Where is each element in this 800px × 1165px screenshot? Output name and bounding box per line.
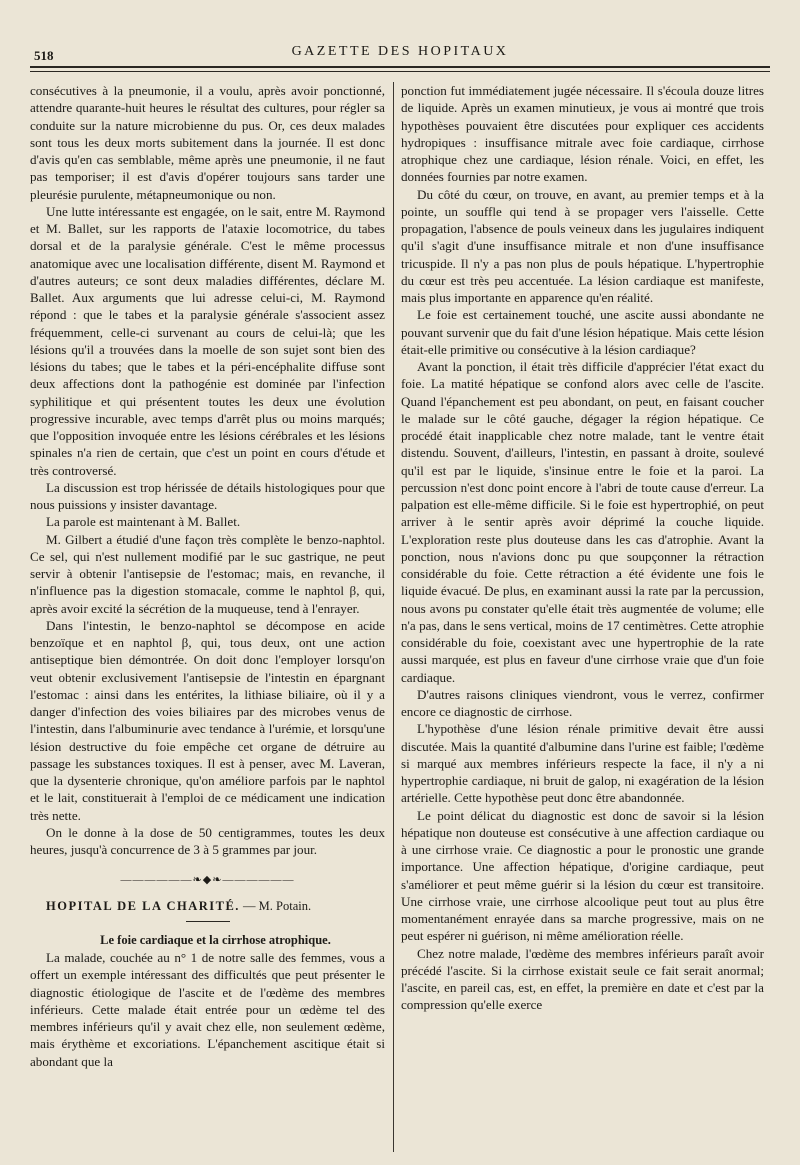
- paragraph: On le donne à la dose de 50 centigrammes, toutes les deux heures, jusqu'à concurrence de 3 à 5 grammes par jour.: [30, 824, 385, 857]
- left-column: [30, 82, 385, 1070]
- journal-title: GAZETTE DES HOPITAUX: [291, 44, 509, 59]
- paragraph: L'hypothèse d'une lésion rénale primitive devait être aussi discutée. Mais la quantité d'albumine dans l'urine est faible; l'œdème si marqué aux membres inférieurs respecte la face, il n'y a ni hypertrophie cardiaque, ni bruit de galop, ni exagération de la lésion artérielle. Cette hypothèse peut donc être abandonnée.: [401, 721, 764, 806]
- hospital-heading: [30, 898, 385, 915]
- section-title: Le foie cardiaque et la cirrhose atrophique.: [100, 932, 331, 947]
- section-ornament: ——————❧◆❧——————: [120, 874, 295, 887]
- hospital-name: HOPITAL DE LA CHARITÉ.: [46, 898, 240, 913]
- page-number: 518: [34, 48, 54, 63]
- page-header: [30, 40, 770, 62]
- paragraph: La discussion est trop hérissée de détails histologiques pour que nous puissions y insister davantage.: [30, 479, 385, 512]
- paragraph: Avant la ponction, il était très difficile d'apprécier l'état exact du foie. La matité hépatique se confond alors avec celle de l'ascite. Quand l'épanchement est peu abondant, on peut, en faisant coucher le malade sur le côté gauche, dégager la région hépatique. Ce procédé était inapplicable chez notre malade, tant le ventre était distendu. Souvent, d'ailleurs, l'intestin, en passant à droite, soulevé qu'il est par le liquide, s'insinue entre le foie et la paroi. La percussion n'est donc point encore à l'abri de toute cause d'erreur. La palpation est elle-même difficile. Si le foie est hypertrophié, on peut arriver à le sentir après avoir déprimé la couche liquide. L'exploration reste plus douteuse dans les cas d'atrophie. Avant la ponction, nous n'avions donc pu que soupçonner la rétraction considérable du foie. Cette rétraction a été évidente une fois le liquide évacué. De plus, en examinant aussi la rate par la percussion, nous avons pu constater qu'elle était très augmentée de volume; elle n'a pas, dans le sens vertical, moins de 17 centimètres. Cette atrophie considérable du foie, coexistant avec une hypertrophie de la rate aussi marquée, est plus en faveur d'une cirrhose vraie que d'un foie cardiaque.: [401, 359, 764, 685]
- paragraph: La malade, couchée au n° 1 de notre salle des femmes, vous a offert un exemple intéressant des difficultés que peut présenter le diagnostic étiologique de l'ascite et de l'œdème des membres inférieurs. Cette malade était entrée pour un œdème tel des membres inférieurs qu'il y avait chez elle, non seulement œdème, mais érythème et excoriations. L'épanchement ascitique était si abondant que la: [30, 950, 385, 1069]
- column-divider: [393, 82, 394, 1152]
- paragraph: Une lutte intéressante est engagée, on le sait, entre M. Raymond et M. Ballet, sur les rapports de l'ataxie locomotrice, du tabes dorsal et de la paralysie générale. C'est le même processus anatomique avec une localisation différente, disent M. Raymond et d'autres auteurs; ce sont deux maladies différentes, déclare M. Ballet. Aux arguments que lui adresse celui-ci, M. Raymond répond : que le tabes et la paralysie générale s'associent assez fréquemment, celle-ci survenant au cours de celui-là; que les lésions qu'il a trouvées dans la moelle de son sujet sont bien des lésions du tabes; que le tabes et la péri-encéphalite diffuse sont deux affections dont la pathogénie est dominée par l'infection syphilitique et qui présentent toutes les deux une évolution progressive incurable, avec temps d'arrêt plus ou moins marqués; que l'opposition invoquée entre les lésions cérébrales et les lésions spinales n'a rien de certain, que c'est un point en cours d'étude et très controversé.: [30, 203, 385, 478]
- paragraph: Du côté du cœur, on trouve, en avant, au premier temps et à la pointe, un souffle qui tend à se propager vers l'aisselle. Cette propagation, l'absence de pouls veineux dans les jugulaires indiquent qu'il s'agit d'une insuffisance mitrale et non d'une insuffisance tricuspide. Il n'y a pas non plus de pouls hépatique. L'hypertrophie du cœur est très peu accentuée. La lésion cardiaque est manifeste, mais plus importante en apparence qu'en réalité.: [401, 186, 764, 305]
- heading-separator: [186, 921, 230, 922]
- right-column: [401, 82, 764, 1014]
- paragraph: ponction fut immédiatement jugée nécessaire. Il s'écoula douze litres de liquide. Après un examen minutieux, je vous ai montré que trois hypothèses pouvaient être discutées pour expliquer ces accidents hydropiques : insuffisance mitrale avec foie cardiaque, cirrhose atrophique chez une cardiaque, lésion rénale. Voici, en effet, les données fournies par notre examen.: [401, 83, 764, 185]
- paragraph: Chez notre malade, l'œdème des membres inférieurs paraît avoir précédé l'ascite. Si la cirrhose existait seule ce fait serait anormal; l'ascite, en pareil cas, est, en effet, la première en date et c'est par la compression qu'elle exerce: [401, 945, 764, 1013]
- paragraph: M. Gilbert a étudié d'une façon très complète le benzo-naphtol. Ce sel, qui n'est nullement modifié par le suc gastrique, ne peut servir à obtenir l'antisepsie de l'estomac; mais, en revanche, il n'influence pas la digestion stomacale, comme le naphtol β, qui, après avoir excité la sécrétion de la muqueuse, tend à l'enrayer.: [30, 531, 385, 616]
- paragraph: Le point délicat du diagnostic est donc de savoir si la lésion hépatique non douteuse est consécutive à une affection cardiaque ou à une cirrhose vraie. Ce diagnostic a pour le pronostic une grande importance. Une affection hépatique, d'origine cardiaque, peut s'améliorer et peut même guérir si la lésion du cœur est transitoire. Une cirrhose vraie, une cirrhose alcoolique peut tout au plus être momentanément enrayée dans sa marche progressive, mais on ne peut espérer ni guérison, ni même amélioration réelle.: [401, 807, 764, 944]
- paragraph: Le foie est certainement touché, une ascite aussi abondante ne pouvant survenir que du fait d'une lésion hépatique. Mais cette lésion était-elle primitive ou consécutive à la lésion cardiaque?: [401, 307, 764, 357]
- paragraph: D'autres raisons cliniques viendront, vous le verrez, confirmer encore ce diagnostic de cirrhose.: [401, 686, 764, 719]
- header-rule-thick: [30, 66, 770, 68]
- paragraph: consécutives à la pneumonie, il a voulu, après avoir ponctionné, attendre quarante-huit heures le résultat des cultures, pour régler sa conduite sur la nature microbienne du pus. Or, ces deux malades sont tous les deux morts subitement dans la journée. Il est donc d'avis qu'en cas semblable, même après une pneumonie, il ne faut pas temporiser; il est d'avis d'opérer toujours sans tarder une pleurésie purulente, métapneumonique ou non.: [30, 83, 385, 202]
- paragraph: La parole est maintenant à M. Ballet.: [46, 514, 241, 530]
- header-rule-thin: [30, 71, 770, 72]
- hospital-author: — M. Potain.: [239, 898, 312, 913]
- paragraph: Dans l'intestin, le benzo-naphtol se décompose en acide benzoïque et en naphtol β, qui, tous deux, ont une action antiseptique bien démontrée. On doit donc l'employer lorsqu'on veut obtenir exclusivement l'antisepsie de l'intestin en épargnant l'estomac : ainsi dans les entérites, la lithiase biliaire, où il y a danger d'infection des voies biliaires par des microbes venus de l'intestin, dans l'albuminurie avec tendance à l'urémie, et lorsqu'une lésion destructive du foie empêche cet organe de détruire au passage les substances toxiques. Il est à penser, avec M. Laveran, que la dysenterie chronique, qu'on améliore parfois par le naphtol et le lait, constituerait à l'emploi de ce médicament une indication très nette.: [30, 617, 385, 823]
